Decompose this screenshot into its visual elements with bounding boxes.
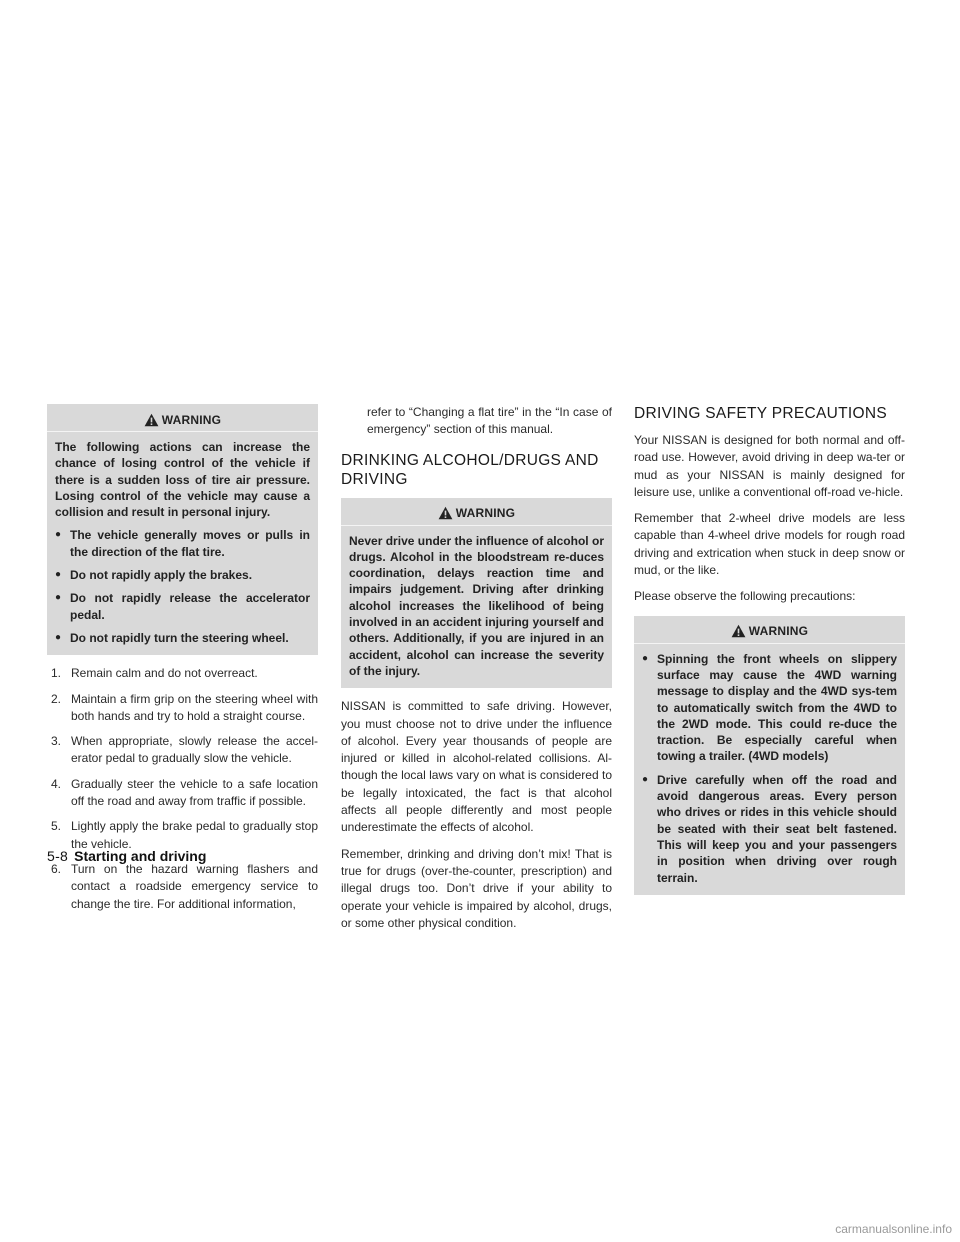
body-paragraph: Remember, drinking and driving don’t mix! That is true for drugs (over-the-counter, prescription) and illegal drugs too. Don’t drive if your ability to operate your vehicle is impaired by alcohol, drugs, or some other physical condition. [341,846,612,930]
warning-triangle-icon [438,506,453,520]
step-item: 1. Remain calm and do not overreact. [51,666,258,681]
step-item: 3. When appropriate, slowly release the accel-erator pedal to gradually slow the vehicle. [51,734,318,766]
body-paragraph: Please observe the following precautions: [634,589,856,604]
warning-header [634,620,905,644]
warning-header [341,502,612,526]
warning-bullet: ● Do not rapidly turn the steering wheel. [55,630,310,646]
warning-bullet: ● Do not rapidly release the accelerator pedal. [55,590,310,623]
warning-title: WARNING [455,506,516,521]
flat-tire-steps [47,665,318,913]
body-paragraph: Remember that 2-wheel drive models are less capable than 4-wheel drive models for rough road driving and extrication when stuck in deep snow or mud, or the like. [634,511,905,578]
step-item: 4. Gradually steer the vehicle to a safe location off the road and away from traffic if possible. [51,776,318,809]
step-item: 5. Lightly apply the brake pedal to gradually stop the vehicle. [51,819,318,851]
warning-bullet-list [55,527,310,646]
step-continuation: refer to “Changing a flat tire” in the “In case of emergency” section of this manual. [367,405,612,437]
page-number: 5-8 [47,848,69,864]
warning-title: WARNING [748,624,809,639]
column-3 [634,404,905,895]
section-name: Starting and driving [74,848,207,864]
driving-warning-box [634,616,905,895]
warning-triangle-icon [144,413,159,427]
body-paragraph: NISSAN is committed to safe driving. However, you must choose not to drive under the influence of alcohol. Every year thousands of people are injured or killed in alcohol-related collisions. Al-though the local laws vary on what is considered to be legally intoxicated, the fact is that alcohol affects all people differently and most people underestimate the effects of alcohol. [341,699,612,835]
column-2 [341,404,612,941]
step-item: 6. Turn on the hazard warning flashers and contact a roadside emergency service to change the tire. For additional information, [51,861,318,911]
warning-bullet-list [642,651,897,886]
warning-header [47,408,318,432]
body-paragraph: Your NISSAN is designed for both normal and off-road use. However, avoid driving in deep wa-ter or mud as your NISSAN is mainly designed for leisure use, unlike a conventional off-road ve-hicle. [634,433,905,499]
alcohol-warning-box [341,498,612,689]
warning-bullet: ● The vehicle generally moves or pulls in the direction of the flat tire. [55,527,310,560]
section-heading-safety: DRIVING SAFETY PRECAUTIONS [634,405,887,422]
column-1 [47,404,318,921]
warning-triangle-icon [731,624,746,638]
step-item: 2. Maintain a firm grip on the steering wheel with both hands and try to hold a straight course. [51,691,318,723]
warning-bullet: ● Do not rapidly apply the brakes. [55,567,310,583]
warning-bullet: ● Spinning the front wheels on slippery surface may cause the 4WD warning message to display and the 4WD sys-tem to automatically switch from the 4WD to the 2WD mode. This could re-duce the traction. Be especially careful when towing a trailer. (4WD models) [642,651,897,765]
flat-tire-warning-box [47,404,318,655]
page-footer [47,848,206,864]
warning-intro: The following actions can increase the chance of losing control of the vehicle if there is a sudden loss of tire air pressure. Losing control of the vehicle may cause a collision and result in personal injury. [55,440,310,520]
warning-title: WARNING [161,412,222,427]
warning-bullet: ● Drive carefully when off the road and avoid dangerous areas. Every person who drives or rides in this vehicle should be seated with their seat belt fastened. This will keep you and your passengers in position when driving over rough terrain. [642,772,897,886]
watermark: carmanualsonline.info [835,1222,952,1236]
warning-text: Never drive under the influence of alcohol or drugs. Alcohol in the bloodstream re-duces coordination, delays reaction time and impairs judgement. Driving after drinking alcohol increases the likelihood of being involved in an accident injuring yourself and others. Additionally, if you are injured in an accident, alcohol can increase the severity of the injury. [349,533,604,678]
section-heading-alcohol: DRINKING ALCOHOL/DRUGS AND DRIVING [341,451,599,488]
